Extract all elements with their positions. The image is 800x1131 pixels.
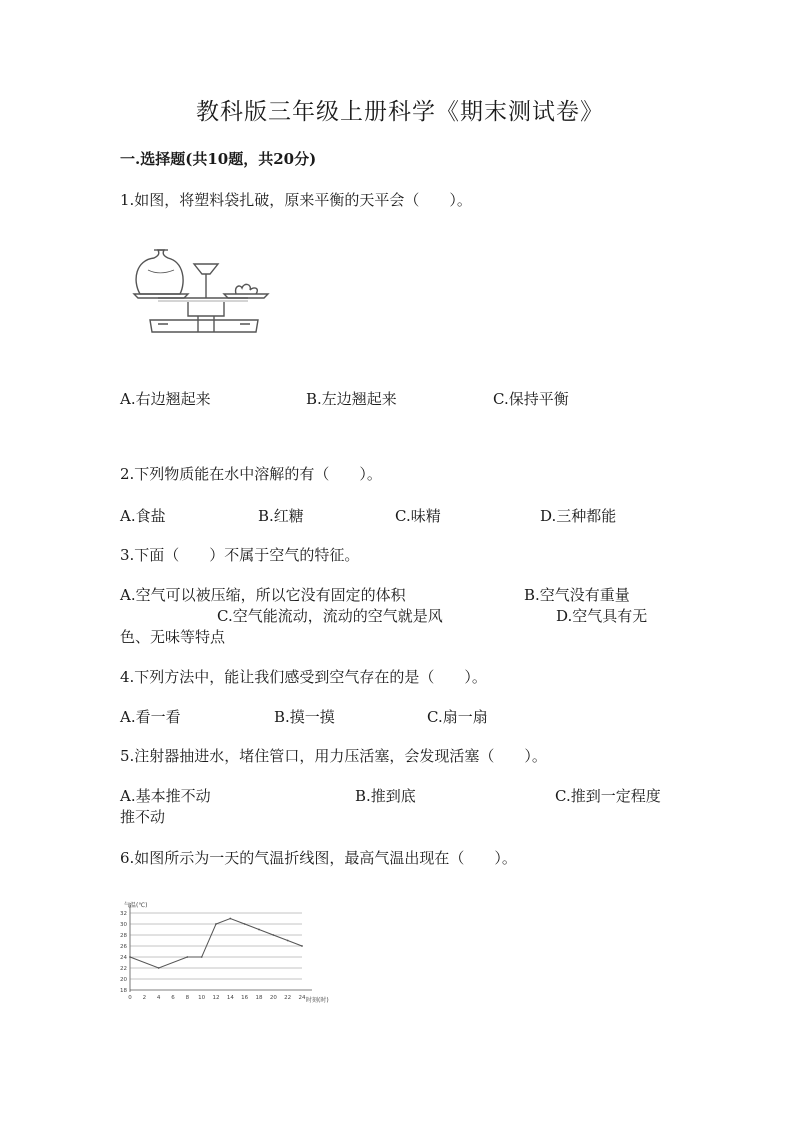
chart-xtick-label: 6 [171,995,175,1001]
q4-option-c[interactable]: C.扇一扇 [427,708,488,726]
q3-option-d[interactable]: D.空气具有无 [556,607,648,625]
question-4-stem: 4.下列方法中，能让我们感受到空气存在的是（ ）。 [120,668,487,686]
chart-data-point [158,967,160,969]
chart-xtick-label: 2 [142,995,147,1001]
chart-ytick-label: 24 [120,955,127,961]
q5-option-c[interactable]: C.推到一定程度 [555,787,661,805]
q5-option-a[interactable]: A.基本推不动 [120,787,211,805]
question-2-stem: 2.下列物质能在水中溶解的有（ ）。 [120,465,382,483]
chart-xtick-label: 14 [226,995,234,1001]
q3-option-b[interactable]: B.空气没有重量 [524,586,630,604]
chart-data-point [215,923,217,925]
chart-ytick-label: 30 [120,922,127,928]
chart-xtick-label: 20 [269,995,277,1001]
q2-option-a[interactable]: A.食盐 [120,507,166,525]
chart-ytick-label: 28 [120,933,127,939]
question-5-stem: 5.注射器抽进水，堵住管口，用力压活塞，会发现活塞（ ）。 [120,747,547,765]
q4-option-b[interactable]: B.摸一摸 [274,708,335,726]
q4-option-a[interactable]: A.看一看 [120,708,181,726]
question-1-stem: 1.如图，将塑料袋扎破，原来平衡的天平会（ ）。 [120,191,472,209]
q2-option-c[interactable]: C.味精 [395,507,441,525]
chart-xtick-label: 10 [198,995,206,1001]
chart-ytick-label: 32 [120,911,127,917]
chart-data-point [201,956,203,958]
chart-data-point [129,956,131,958]
chart-xtick-label: 0 [128,995,132,1001]
chart-xtick-label: 16 [241,995,249,1001]
weights-icon [236,284,258,294]
chart-ytick-label: 26 [120,944,127,950]
section-heading: 一.选择题(共10题，共20分) [120,150,317,168]
q1-option-b[interactable]: B.左边翘起来 [306,390,397,408]
chart-data-point [186,956,188,958]
q3-option-d-continued: 色、无味等特点 [120,628,226,646]
chart-data-point [244,923,246,925]
q1-option-c[interactable]: C.保持平衡 [493,390,569,408]
temperature-series-line [130,919,302,969]
question-3-stem: 3.下面（ ）不属于空气的特征。 [120,546,360,564]
q2-option-d[interactable]: D.三种都能 [540,507,617,525]
chart-data-point [272,934,274,936]
question-6-stem: 6.如图所示为一天的气温折线图，最高气温出现在（ ）。 [120,849,517,867]
page-title: 教科版三年级上册科学《期末测试卷》 [196,99,604,125]
chart-data-point [301,945,303,947]
chart-data-point [258,929,260,931]
chart-data-point [229,918,231,920]
chart-xtick-label: 24 [298,995,306,1001]
chart-xtick-label: 12 [212,995,220,1001]
q3-option-a[interactable]: A.空气可以被压缩，所以它没有固定的体积 [120,586,406,604]
balance-scale-figure [128,240,278,340]
plastic-bag-icon [136,250,183,294]
chart-ytick-label: 22 [120,966,127,972]
chart-ytick-label: 20 [120,977,127,983]
q5-option-c-continued: 推不动 [120,808,166,826]
q3-option-c[interactable]: C.空气能流动，流动的空气就是风 [217,607,443,625]
q2-option-b[interactable]: B.红糖 [258,507,304,525]
temperature-line-chart [112,893,342,1008]
q1-option-a[interactable]: A.右边翘起来 [120,390,211,408]
chart-ylabel: 气温(℃) [124,902,148,909]
q5-option-b[interactable]: B.推到底 [355,787,416,805]
chart-data-point [287,940,289,942]
chart-ytick-label: 18 [120,988,127,994]
chart-xtick-label: 18 [255,995,263,1001]
chart-xtick-label: 22 [284,995,292,1001]
chart-xtick-label: 4 [156,995,161,1001]
chart-xlabel: 时刻(时) [306,997,329,1004]
chart-xtick-label: 8 [185,995,190,1001]
